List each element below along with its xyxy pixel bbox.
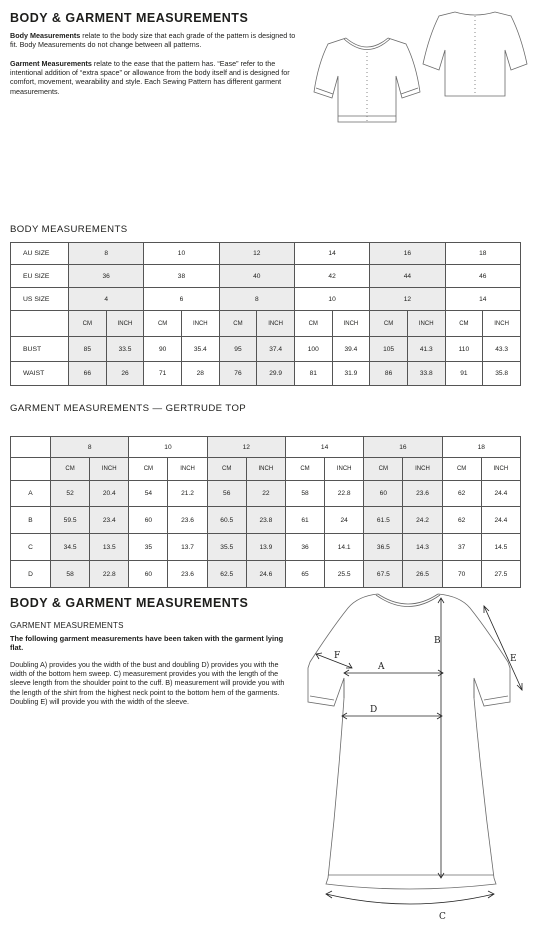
unit-inch: INCH <box>106 311 144 337</box>
unit-inch: INCH <box>332 311 370 337</box>
us-size-4: 4 <box>69 288 144 311</box>
d-cell: 58 <box>51 561 90 588</box>
label-c: C <box>439 912 446 922</box>
garment-size-row <box>11 437 521 458</box>
a-cell: 58 <box>285 481 324 507</box>
a-cell: 60 <box>364 481 403 507</box>
waist-cell: 81 <box>294 362 332 386</box>
label-f: F <box>334 651 341 661</box>
garment-row-a <box>11 481 521 507</box>
b-cell: 23.4 <box>90 507 129 534</box>
unit-cm: CM <box>129 458 168 481</box>
waist-cell: 28 <box>181 362 219 386</box>
unit-row-blank <box>11 458 51 481</box>
unit-inch: INCH <box>325 458 364 481</box>
b-cell: 62 <box>442 507 481 534</box>
bottom-title: BODY & GARMENT MEASUREMENTS <box>10 596 249 610</box>
au-size-18: 18 <box>445 243 520 265</box>
top-back-sketch <box>415 4 533 100</box>
a-cell: 22 <box>246 481 285 507</box>
c-cell: 36.5 <box>364 534 403 561</box>
c-cell: 37 <box>442 534 481 561</box>
eu-size-46: 46 <box>445 265 520 288</box>
unit-inch: INCH <box>403 458 442 481</box>
au-size-14: 14 <box>294 243 369 265</box>
a-cell: 23.6 <box>403 481 442 507</box>
body-table-title: BODY MEASUREMENTS <box>10 224 128 235</box>
au-size-10: 10 <box>144 243 219 265</box>
eu-size-36: 36 <box>69 265 144 288</box>
unit-inch: INCH <box>168 458 207 481</box>
us-size-10: 10 <box>294 288 369 311</box>
row-label-d: D <box>11 561 51 588</box>
body-measurements-term: Body Measurements <box>10 31 81 40</box>
eu-size-row <box>11 265 521 288</box>
b-cell: 24 <box>325 507 364 534</box>
us-size-label: US SIZE <box>11 288 69 311</box>
d-cell: 24.6 <box>246 561 285 588</box>
d-cell: 70 <box>442 561 481 588</box>
bust-cell: 95 <box>219 337 257 362</box>
bottom-subtitle: GARMENT MEASUREMENTS <box>10 621 124 630</box>
body-unit-row <box>11 311 521 337</box>
b-cell: 60.5 <box>207 507 246 534</box>
c-cell: 14.3 <box>403 534 442 561</box>
a-cell: 24.4 <box>481 481 520 507</box>
unit-inch: INCH <box>246 458 285 481</box>
bust-cell: 85 <box>69 337 107 362</box>
bust-cell: 105 <box>370 337 408 362</box>
body-measurements-text: relate to the body size that each grade of the pattern is designed to fit. Body Measurements do not change between all patterns. <box>10 31 296 50</box>
unit-cm: CM <box>144 311 182 337</box>
d-cell: 25.5 <box>325 561 364 588</box>
garment-size-14: 14 <box>285 437 363 458</box>
unit-inch: INCH <box>181 311 219 337</box>
unit-inch: INCH <box>483 311 521 337</box>
bust-cell: 37.4 <box>257 337 295 362</box>
waist-cell: 35.8 <box>483 362 521 386</box>
bust-cell: 33.5 <box>106 337 144 362</box>
a-cell: 21.2 <box>168 481 207 507</box>
waist-cell: 33.8 <box>407 362 445 386</box>
waist-cell: 86 <box>370 362 408 386</box>
waist-cell: 91 <box>445 362 483 386</box>
unit-cm: CM <box>442 458 481 481</box>
us-size-row <box>11 288 521 311</box>
unit-cm: CM <box>285 458 324 481</box>
garment-diagram <box>298 588 528 924</box>
garment-size-16: 16 <box>364 437 442 458</box>
b-cell: 60 <box>129 507 168 534</box>
c-cell: 14.5 <box>481 534 520 561</box>
au-size-16: 16 <box>370 243 445 265</box>
d-cell: 26.5 <box>403 561 442 588</box>
eu-size-38: 38 <box>144 265 219 288</box>
size-row-blank <box>11 437 51 458</box>
garment-measurements-description <box>10 59 302 96</box>
au-size-label: AU SIZE <box>11 243 69 265</box>
garment-measurements-table <box>10 436 521 588</box>
bust-cell: 110 <box>445 337 483 362</box>
unit-cm: CM <box>207 458 246 481</box>
b-cell: 61 <box>285 507 324 534</box>
unit-cm: CM <box>219 311 257 337</box>
bust-cell: 41.3 <box>407 337 445 362</box>
c-cell: 14.1 <box>325 534 364 561</box>
d-cell: 27.5 <box>481 561 520 588</box>
a-cell: 52 <box>51 481 90 507</box>
unit-inch: INCH <box>481 458 520 481</box>
unit-cm: CM <box>445 311 483 337</box>
unit-cm: CM <box>69 311 107 337</box>
garment-size-18: 18 <box>442 437 520 458</box>
label-a: A <box>378 662 385 672</box>
label-d: D <box>370 705 378 715</box>
a-cell: 62 <box>442 481 481 507</box>
waist-cell: 66 <box>69 362 107 386</box>
c-cell: 36 <box>285 534 324 561</box>
garment-row-c <box>11 534 521 561</box>
garment-row-b <box>11 507 521 534</box>
b-cell: 23.8 <box>246 507 285 534</box>
bust-row <box>11 337 521 362</box>
a-cell: 20.4 <box>90 481 129 507</box>
garment-size-8: 8 <box>51 437 129 458</box>
b-cell: 24.2 <box>403 507 442 534</box>
unit-cm: CM <box>364 458 403 481</box>
row-label-c: C <box>11 534 51 561</box>
bust-cell: 35.4 <box>181 337 219 362</box>
b-cell: 24.4 <box>481 507 520 534</box>
label-e: E <box>510 654 517 664</box>
unit-cm: CM <box>370 311 408 337</box>
bottom-description: Doubling A) provides you the width of the bust and doubling D) provides you with the width of the bottom hem sweep. C) measurement provides you with the length of the sleeve length from the shoulder point to the cuff. B) measurement will provide you with the length of the shirt from the highest neck point to the bottom hem of the garments. Doubling E) will provide you with the width of the sleeve. <box>10 660 285 706</box>
eu-size-42: 42 <box>294 265 369 288</box>
row-label-bust: BUST <box>11 337 69 362</box>
body-measurements-description <box>10 31 302 49</box>
eu-size-label: EU SIZE <box>11 265 69 288</box>
a-cell: 56 <box>207 481 246 507</box>
waist-row <box>11 362 521 386</box>
au-size-row <box>11 243 521 265</box>
unit-cm: CM <box>294 311 332 337</box>
au-size-12: 12 <box>219 243 294 265</box>
d-cell: 65 <box>285 561 324 588</box>
au-size-8: 8 <box>69 243 144 265</box>
garment-size-12: 12 <box>207 437 285 458</box>
garment-unit-row <box>11 458 521 481</box>
us-size-14: 14 <box>445 288 520 311</box>
garment-size-10: 10 <box>129 437 207 458</box>
c-cell: 13.5 <box>90 534 129 561</box>
bust-cell: 39.4 <box>332 337 370 362</box>
bust-cell: 100 <box>294 337 332 362</box>
a-cell: 22.8 <box>325 481 364 507</box>
garment-measurements-text: relate to the ease that the pattern has. “Ease” refer to the intentional addition of “extra space” or allowance from the body itself and is designed for comfort, movement, wearability and style. Each Sewing Pattern has different garment measurements. <box>10 59 290 96</box>
us-size-12: 12 <box>370 288 445 311</box>
garment-row-d <box>11 561 521 588</box>
waist-cell: 71 <box>144 362 182 386</box>
eu-size-44: 44 <box>370 265 445 288</box>
b-cell: 59.5 <box>51 507 90 534</box>
c-cell: 34.5 <box>51 534 90 561</box>
garment-table-title: GARMENT MEASUREMENTS — GERTRUDE TOP <box>10 403 247 414</box>
d-cell: 60 <box>129 561 168 588</box>
c-cell: 13.9 <box>246 534 285 561</box>
c-cell: 35.5 <box>207 534 246 561</box>
bottom-bold-intro: The following garment measurements have been taken with the garment lying flat. <box>10 634 284 653</box>
us-size-8: 8 <box>219 288 294 311</box>
row-label-waist: WAIST <box>11 362 69 386</box>
unit-row-blank <box>11 311 69 337</box>
label-b: B <box>434 636 441 646</box>
garment-measurements-term: Garment Measurements <box>10 59 92 68</box>
eu-size-40: 40 <box>219 265 294 288</box>
body-measurements-table <box>10 242 521 386</box>
b-cell: 23.6 <box>168 507 207 534</box>
unit-inch: INCH <box>90 458 129 481</box>
row-label-a: A <box>11 481 51 507</box>
row-label-b: B <box>11 507 51 534</box>
top-front-sketch <box>308 8 426 128</box>
d-cell: 23.6 <box>168 561 207 588</box>
waist-cell: 26 <box>106 362 144 386</box>
waist-cell: 29.9 <box>257 362 295 386</box>
unit-inch: INCH <box>257 311 295 337</box>
waist-cell: 76 <box>219 362 257 386</box>
waist-cell: 31.9 <box>332 362 370 386</box>
dress-outline <box>308 594 510 889</box>
d-cell: 67.5 <box>364 561 403 588</box>
c-cell: 35 <box>129 534 168 561</box>
b-cell: 61.5 <box>364 507 403 534</box>
a-cell: 54 <box>129 481 168 507</box>
unit-inch: INCH <box>407 311 445 337</box>
page-title: BODY & GARMENT MEASUREMENTS <box>10 11 249 25</box>
d-cell: 22.8 <box>90 561 129 588</box>
d-cell: 62.5 <box>207 561 246 588</box>
bust-cell: 43.3 <box>483 337 521 362</box>
us-size-6: 6 <box>144 288 219 311</box>
unit-cm: CM <box>51 458 90 481</box>
c-cell: 13.7 <box>168 534 207 561</box>
bust-cell: 90 <box>144 337 182 362</box>
